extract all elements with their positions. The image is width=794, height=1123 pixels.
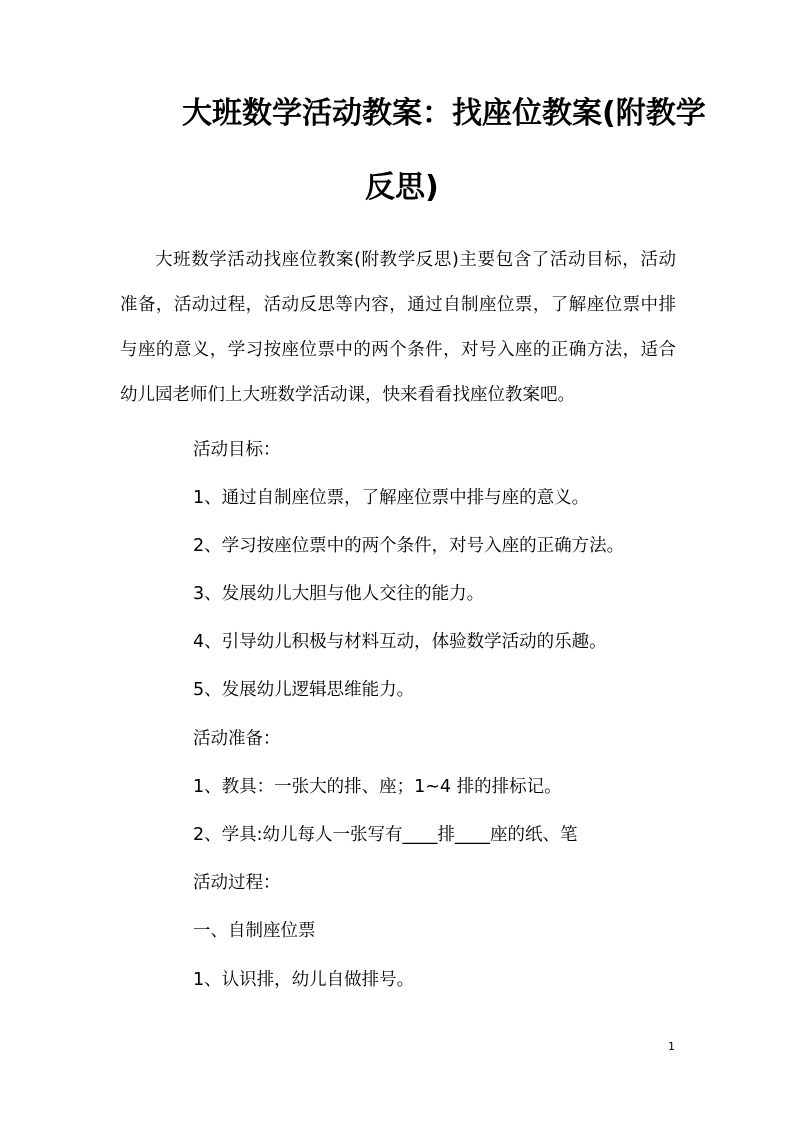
- goal-item-2: 2、学习按座位票中的两个条件，对号入座的正确方法。: [193, 536, 625, 556]
- document-title-line-1: 大班数学活动教案：找座位教案(附教学: [182, 96, 706, 131]
- goal-item-3: 3、发展幼儿大胆与他人交往的能力。: [193, 584, 485, 604]
- section-heading-goals: 活动目标：: [193, 440, 281, 460]
- section-heading-preparation: 活动准备：: [193, 729, 281, 749]
- preparation-item-2: 2、学具:幼儿每人一张写有____排____座的纸、笔: [193, 825, 578, 845]
- page-number: 1: [668, 1040, 675, 1053]
- intro-paragraph: 大班数学活动找座位教案(附教学反思)主要包含了活动目标，活动准备，活动过程，活动反思等内容，通过自制座位票，了解座位票中排与座的意义，学习按座位票中的两个条件，对号入座的正确方法，适合幼儿园老师们上大班数学活动课，快来看看找座位教案吧。: [120, 250, 676, 405]
- process-step-item-1: 1、认识排，幼儿自做排号。: [193, 970, 415, 990]
- process-step-heading: 一、自制座位票: [193, 921, 316, 941]
- document-title-line-2: 反思): [365, 170, 439, 205]
- preparation-item-1: 1、教具：一张大的排、座；1~4 排的排标记。: [193, 777, 562, 797]
- goal-item-1: 1、通过自制座位票，了解座位票中排与座的意义。: [193, 488, 590, 508]
- goal-item-4: 4、引导幼儿积极与材料互动，体验数学活动的乐趣。: [193, 632, 607, 652]
- section-heading-process: 活动过程：: [193, 873, 281, 893]
- goal-item-5: 5、发展幼儿逻辑思维能力。: [193, 680, 415, 700]
